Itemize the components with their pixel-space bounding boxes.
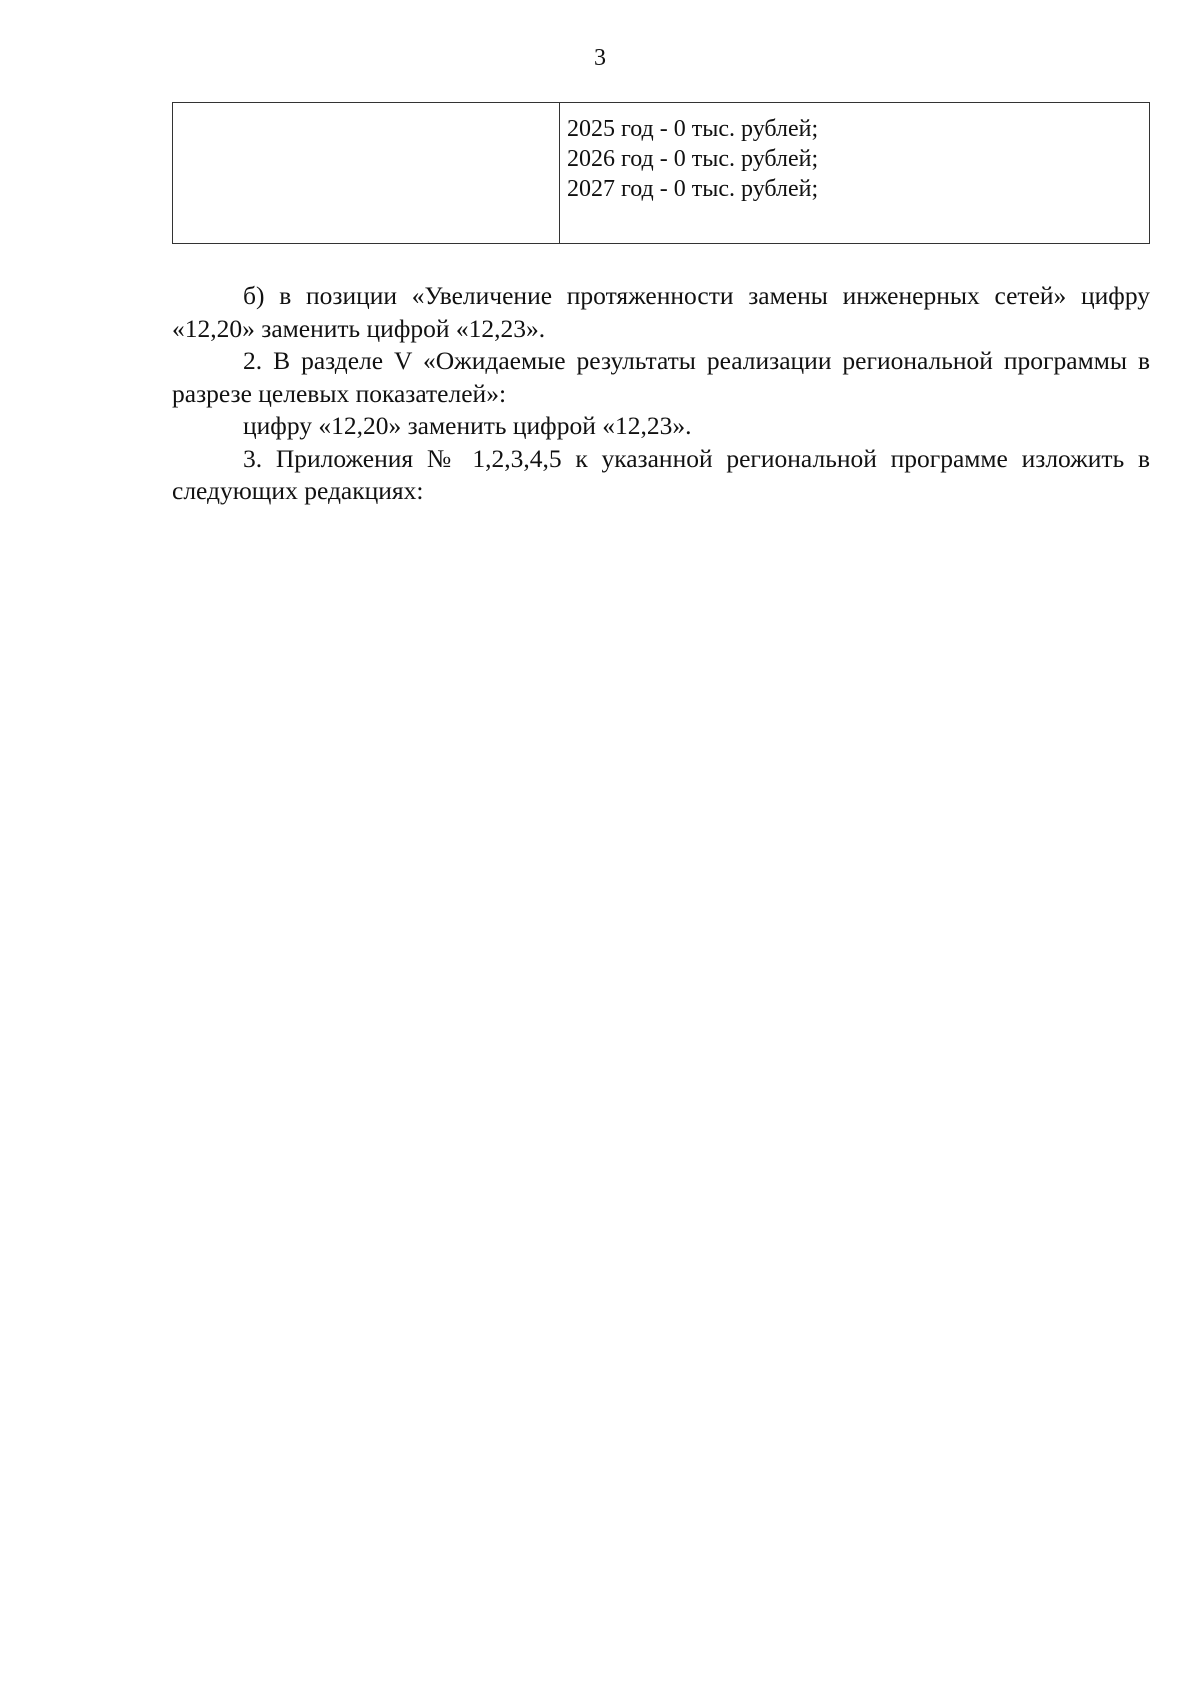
table-cell-empty: [173, 103, 560, 243]
document-body: [172, 280, 1150, 508]
page-number: 3: [594, 45, 606, 71]
paragraph-item-3: 3. Приложения № 1,2,3,4,5 к указанной региональной программе изложить в следующих редакциях:: [172, 443, 1150, 505]
funding-line-2027: 2027 год - 0 тыс. рублей;: [567, 176, 819, 202]
paragraph-item-2: 2. В разделе V «Ожидаемые результаты реализации региональной программы в разрезе целевых показателей»:: [172, 346, 1150, 408]
table-cell-funding: [560, 103, 1149, 243]
paragraph-item-b: б) в позиции «Увеличение протяженности замены инженерных сетей» цифру «12,20» заменить цифрой «12,23».: [172, 281, 1150, 343]
funding-line-2026: 2026 год - 0 тыс. рублей;: [567, 146, 819, 172]
paragraph-replace-figure: цифру «12,20» заменить цифрой «12,23».: [243, 411, 692, 440]
funding-table: [172, 102, 1150, 244]
funding-line-2025: 2025 год - 0 тыс. рублей;: [567, 116, 819, 142]
